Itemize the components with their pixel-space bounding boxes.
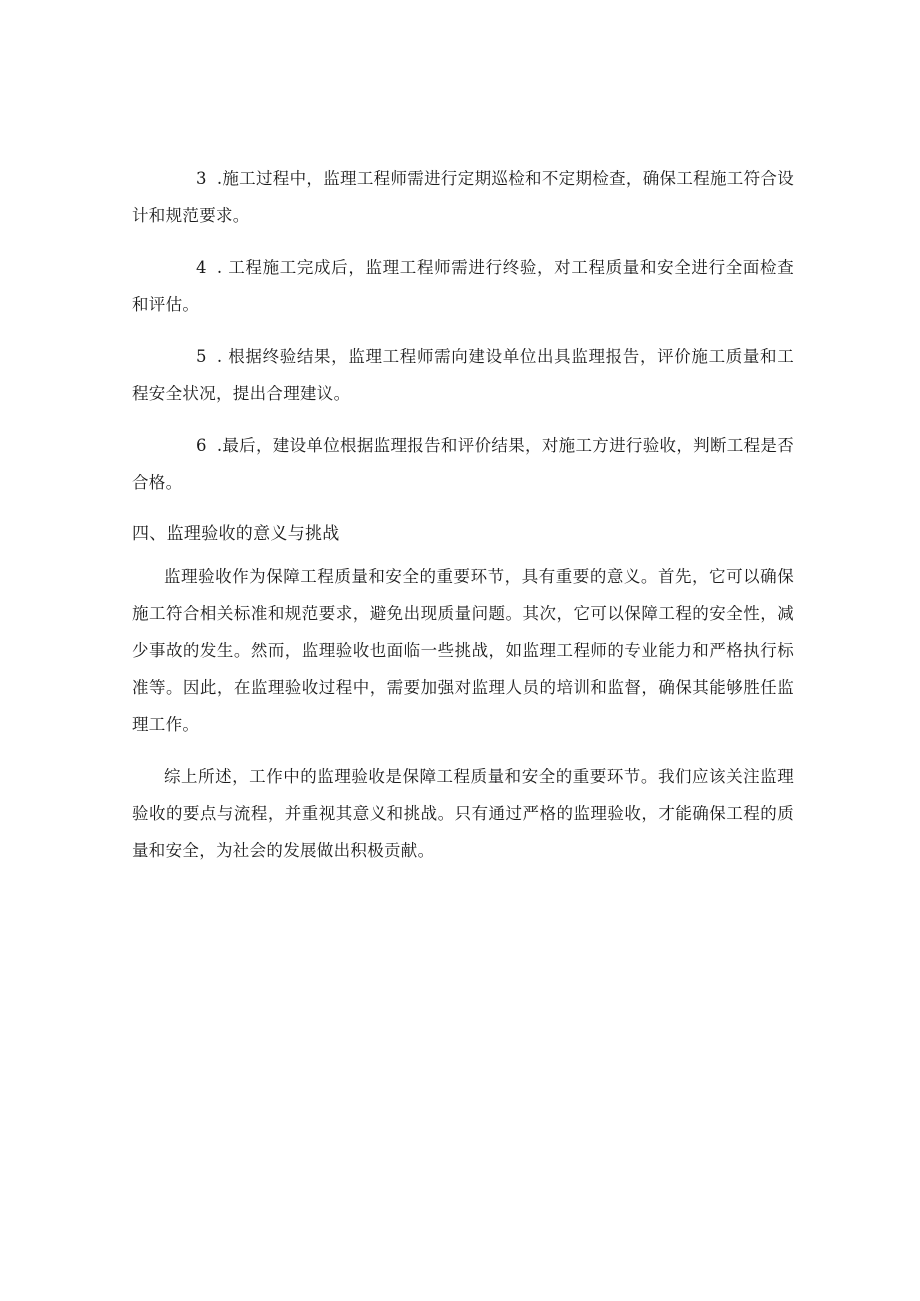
document-page: [132, 160, 794, 884]
paragraph-significance: 监理验收作为保障工程质量和安全的重要环节，具有重要的意义。首先，它可以确保施工符合相关标准和规范要求，避免出现质量问题。其次，它可以保障工程的安全性，减少事故的发生。然而，监理验收也面临一些挑战，如监理工程师的专业能力和严格执行标准等。因此，在监理验收过程中，需要加强对监理人员的培训和监督，确保其能够胜任监理工作。: [132, 567, 794, 734]
list-item-number: 4: [196, 258, 207, 277]
list-item-5: [132, 338, 794, 412]
list-item-number: 5: [196, 347, 207, 366]
list-item-text: .最后，建设单位根据监理报告和评价结果，对施工方进行验收，判断工程是否合格。: [132, 436, 794, 492]
list-item-6: [132, 427, 794, 501]
list-item-number: 3: [196, 169, 207, 188]
list-item-3: [132, 160, 794, 234]
list-item-text: .施工过程中，监理工程师需进行定期巡检和不定期检查，确保工程施工符合设计和规范要求。: [132, 169, 794, 225]
section-heading: 四、监理验收的意义与挑战: [132, 524, 340, 544]
list-item-4: [132, 249, 794, 323]
list-item-text: . 根据终验结果，监理工程师需向建设单位出具监理报告，评价施工质量和工程安全状况，提出合理建议。: [132, 347, 794, 403]
list-item-text: . 工程施工完成后，监理工程师需进行终验，对工程质量和安全进行全面检查和评估。: [132, 258, 794, 314]
list-item-number: 6: [196, 436, 207, 455]
paragraph-conclusion: 综上所述，工作中的监理验收是保障工程质量和安全的重要环节。我们应该关注监理验收的要点与流程，并重视其意义和挑战。只有通过严格的监理验收，才能确保工程的质量和安全，为社会的发展做出积极贡献。: [132, 767, 794, 860]
